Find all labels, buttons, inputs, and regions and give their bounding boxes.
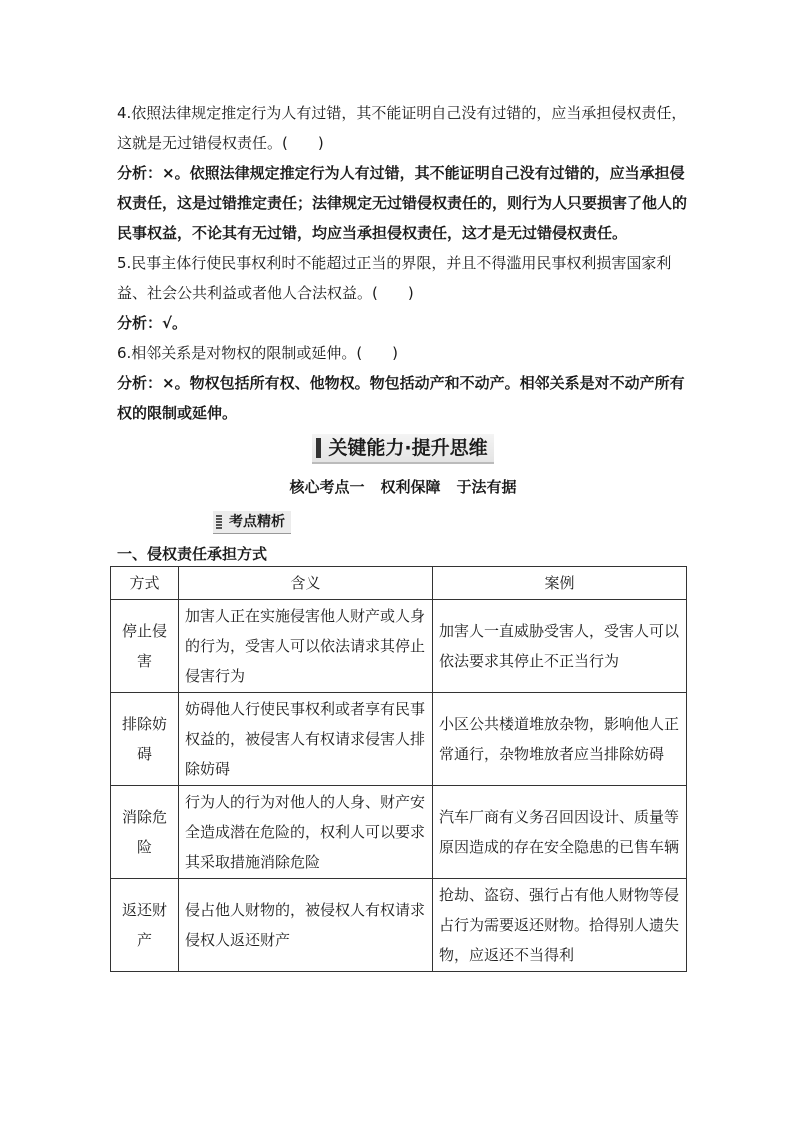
analysis-6: 分析：×。物权包括所有权、他物权。物包括动产和不动产。相邻关系是对不动产所有权的限制或延伸。 bbox=[117, 374, 685, 422]
table-row bbox=[111, 693, 687, 786]
row-example: 加害人一直威胁受害人，受害人可以依法要求其停止不正当行为 bbox=[433, 600, 687, 693]
table-header-row bbox=[111, 567, 687, 600]
analysis-5: 分析：√。 bbox=[117, 314, 188, 332]
analysis-4: 分析：×。依照法律规定推定行为人有过错，其不能证明自己没有过错的，应当承担侵权责任，这是过错推定责任；法律规定无过错侵权责任的，则行为人只要损害了他人的民事权益，不论其有无过错，均应当承担侵权责任，这才是无过错侵权责任。 bbox=[117, 164, 688, 242]
row-meaning: 妨碍他人行使民事权利或者享有民事权益的，被侵害人有权请求侵害人排除妨碍 bbox=[179, 693, 433, 786]
subtitle-part-1: 核心考点一 bbox=[289, 478, 365, 496]
tag-bar-icon bbox=[216, 515, 222, 529]
header-example: 案例 bbox=[433, 567, 687, 600]
liability-table bbox=[110, 566, 687, 972]
document-body bbox=[117, 98, 689, 972]
row-method: 停止侵害 bbox=[111, 600, 179, 693]
row-meaning: 加害人正在实施侵害他人财产或人身的行为，受害人可以依法请求其停止侵害行为 bbox=[179, 600, 433, 693]
row-method: 排除妨碍 bbox=[111, 693, 179, 786]
subtitle-part-2: 权利保障 bbox=[380, 478, 441, 496]
topic-subtitle bbox=[117, 472, 689, 502]
tag-label: 考点精析 bbox=[229, 514, 285, 530]
banner-title: 关键能力·提升思维 bbox=[328, 437, 488, 459]
row-example: 抢劫、盗窃、强行占有他人财物等侵占行为需要返还财物。拾得别人遗失物，应返还不当得利 bbox=[433, 879, 687, 972]
row-example: 汽车厂商有义务召回因设计、质量等原因造成的存在安全隐患的已售车辆 bbox=[433, 786, 687, 879]
header-meaning: 含义 bbox=[179, 567, 433, 600]
table-row bbox=[111, 786, 687, 879]
row-meaning: 行为人的行为对他人的人身、财产安全造成潜在危险的，权利人可以要求其采取措施消除危险 bbox=[179, 786, 433, 879]
question-6: 6.相邻关系是对物权的限制或延伸。( ) bbox=[117, 344, 399, 362]
row-method: 消除危险 bbox=[111, 786, 179, 879]
row-example: 小区公共楼道堆放杂物，影响他人正常通行，杂物堆放者应当排除妨碍 bbox=[433, 693, 687, 786]
subtitle-part-3: 于法有据 bbox=[456, 478, 517, 496]
table-row bbox=[111, 600, 687, 693]
question-4: 4.依照法律规定推定行为人有过错，其不能证明自己没有过错的，应当承担侵权责任，这就是无过错侵权责任。( ) bbox=[117, 104, 687, 152]
table-row bbox=[111, 879, 687, 972]
section-title: 一、侵权责任承担方式 bbox=[117, 545, 268, 563]
key-point-tag bbox=[213, 511, 291, 534]
section-banner bbox=[117, 434, 689, 472]
row-meaning: 侵占他人财物的，被侵权人有权请求侵权人返还财产 bbox=[179, 879, 433, 972]
header-method: 方式 bbox=[111, 567, 179, 600]
question-5: 5.民事主体行使民事权利时不能超过正当的界限，并且不得滥用民事权利损害国家利益、社会公共利益或者他人合法权益。( ) bbox=[117, 254, 672, 302]
banner-bar-icon bbox=[316, 438, 321, 458]
row-method: 返还财产 bbox=[111, 879, 179, 972]
